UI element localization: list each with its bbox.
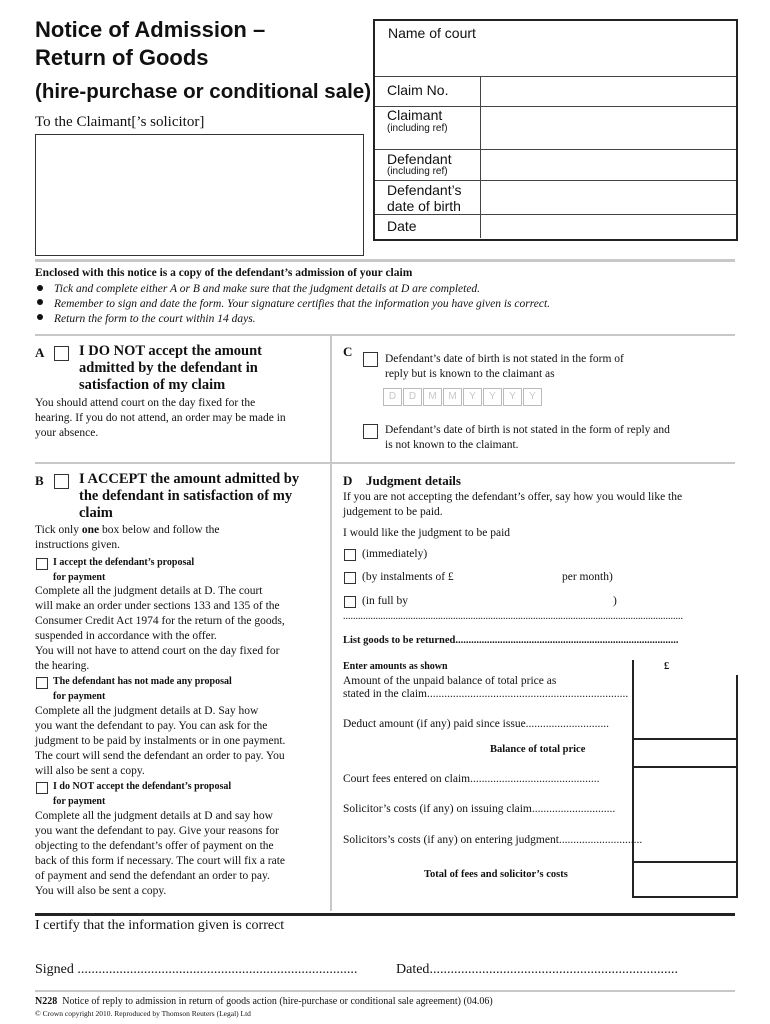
defendant-field[interactable]: [482, 151, 734, 179]
defendant-dob-label-1: Defendant’s: [387, 182, 462, 198]
sol-issuing-label: Solicitor’s costs (if any) on issuing claim.............................: [343, 803, 616, 815]
body-line: the hearing.: [35, 660, 90, 672]
instalment-amount-field[interactable]: [464, 569, 559, 585]
pay-in-full-date-field[interactable]: [412, 593, 610, 609]
pay-in-full-label: (in full by: [362, 595, 408, 607]
title-line-3: (hire-purchase or conditional sale): [35, 80, 372, 103]
pound-sign: £: [664, 661, 670, 672]
unpaid-balance-label-2: stated in the claim......................................................................: [343, 688, 629, 700]
dob-cell[interactable]: Y: [483, 388, 502, 406]
certify-statement: I certify that the information given is correct: [35, 918, 285, 933]
body-line: You will also be sent a copy.: [35, 885, 167, 897]
title-line-2: Return of Goods: [35, 45, 209, 70]
no-proposal-checkbox[interactable]: [36, 677, 48, 689]
enclosed-notice: Enclosed with this notice is a copy of the defendant’s admission of your claim: [35, 267, 413, 279]
date-label: Date: [387, 218, 417, 234]
body-line: you want the defendant to pay. Give your reasons for: [35, 825, 279, 837]
body-line: Complete all the judgment details at D and say how: [35, 810, 273, 822]
dob-known-label-2: reply but is known to the claimant as: [385, 368, 555, 380]
claim-no-label: Claim No.: [387, 82, 449, 98]
section-b-letter: B: [35, 473, 44, 488]
dob-cell[interactable]: D: [383, 388, 402, 406]
section-b-heading-1: I ACCEPT the amount admitted by: [79, 471, 300, 487]
body-line: Complete all the judgment details at D. The court: [35, 585, 263, 597]
instruction-2: Remember to sign and date the form. Your signature certifies that the information you have given is correct.: [54, 298, 551, 310]
reject-proposal-label-2: for payment: [53, 796, 106, 807]
reject-proposal-label-1: I do NOT accept the defendant’s proposal: [53, 781, 232, 792]
claim-no-field[interactable]: [482, 78, 734, 105]
body-line: The court will send the defendant an order to pay. You: [35, 750, 285, 762]
section-a-body-1: You should attend court on the day fixed for the: [35, 397, 256, 409]
pay-immediately-checkbox[interactable]: [344, 549, 356, 561]
bullet-icon: [37, 314, 43, 320]
would-like-label: I would like the judgment to be paid: [343, 527, 511, 539]
body-line: Consumer Credit Act 1974 for the return of the goods,: [35, 615, 285, 627]
defendant-dob-field[interactable]: [482, 182, 734, 213]
separator: [35, 259, 735, 262]
deduct-paid-label: Deduct amount (if any) paid since issue.............................: [343, 718, 610, 730]
claimant-label: Claimant: [387, 107, 443, 123]
dob-cell[interactable]: Y: [503, 388, 522, 406]
body-line: will also be sent a copy.: [35, 765, 145, 777]
dob-unknown-label-1: Defendant’s date of birth is not stated in the form of reply and: [385, 424, 670, 436]
section-d-letter: D: [343, 473, 353, 488]
amounts-column: [632, 675, 738, 898]
defendant-sublabel: (including ref): [387, 166, 448, 177]
dob-known-label-1: Defendant’s date of birth is not stated in the form of: [385, 353, 624, 365]
date-field[interactable]: [482, 216, 734, 237]
list-goods-line[interactable]: List goods to be returned.....................................................................................: [343, 635, 679, 646]
instruction-3: Return the form to the court within 14 days.: [54, 313, 256, 325]
tick-one-instruction: Tick only one box below and follow the: [35, 524, 220, 536]
section-b-heading-2: the defendant in satisfaction of my: [79, 488, 293, 504]
section-b-heading-3: claim: [79, 505, 113, 521]
body-line: will make an order under sections 133 and 135 of the: [35, 600, 280, 612]
dob-cell[interactable]: M: [443, 388, 462, 406]
no-proposal-body: [35, 704, 285, 779]
body-line: judgment to be paid by instalments or in one payment.: [35, 735, 286, 747]
accept-proposal-checkbox[interactable]: [36, 558, 48, 570]
signed-line[interactable]: Signed ................................................................................: [35, 962, 358, 977]
total-fees-label: Total of fees and solicitor’s costs: [424, 869, 568, 880]
body-line: back of this form if necessary. The court will fix a rate: [35, 855, 286, 867]
name-of-court-field[interactable]: [482, 21, 734, 75]
bullet-icon: [37, 285, 43, 291]
bullet-icon: [37, 299, 43, 305]
claimant-sublabel: (including ref): [387, 123, 448, 134]
body-line: Complete all the judgment details at D. Say how: [35, 705, 259, 717]
form-reference: N228 Notice of reply to admission in return of goods action (hire-purchase or conditional sale agreement) (04.06): [35, 996, 493, 1007]
accept-proposal-label-1: I accept the defendant’s proposal: [53, 557, 195, 568]
court-fees-label: Court fees entered on claim.............................................: [343, 773, 600, 785]
dotted-divider: ........................................................................................................................................: [343, 611, 683, 622]
section-a-letter: A: [35, 345, 45, 360]
section-c-letter: C: [343, 344, 353, 359]
pay-instalments-checkbox[interactable]: [344, 572, 356, 584]
accept-proposal-body: [35, 584, 285, 674]
reject-proposal-checkbox[interactable]: [36, 782, 48, 794]
section-d-title: Judgment details: [366, 473, 461, 488]
pay-in-full-checkbox[interactable]: [344, 596, 356, 608]
balance-total-label: Balance of total price: [490, 744, 586, 755]
section-d-intro-2: judgement to be paid.: [343, 506, 443, 518]
section-a-heading-2: admitted by the defendant in: [79, 360, 258, 376]
section-a-checkbox[interactable]: [54, 346, 69, 361]
accept-proposal-label-2: for payment: [53, 572, 106, 583]
enter-amounts-label: Enter amounts as shown: [343, 661, 448, 672]
copyright-notice: © Crown copyright 2010. Reproduced by Thomson Reuters (Legal) Ltd: [35, 1009, 251, 1018]
dob-cell[interactable]: D: [403, 388, 422, 406]
per-month-label: per month): [562, 571, 613, 583]
body-line: you want the defendant to pay. You can ask for the: [35, 720, 268, 732]
section-a-body-2: hearing. If you do not attend, an order may be made in: [35, 412, 286, 424]
to-claimant-label: To the Claimant[’s solicitor]: [35, 114, 205, 130]
section-d-intro-1: If you are not accepting the defendant’s offer, say how you would like the: [343, 491, 683, 503]
section-a-body-3: your absence.: [35, 427, 99, 439]
claimant-field[interactable]: [482, 108, 734, 148]
no-proposal-label-1: The defendant has not made any proposal: [53, 676, 232, 687]
instruction-1: Tick and complete either A or B and make sure that the judgment details at D are completed.: [54, 283, 481, 295]
defendant-dob-label-2: date of birth: [387, 198, 461, 214]
dob-cell[interactable]: Y: [463, 388, 482, 406]
defendant-label: Defendant: [387, 151, 452, 167]
section-a-heading-3: satisfaction of my claim: [79, 377, 226, 393]
section-b-checkbox[interactable]: [54, 474, 69, 489]
tick-one-instruction-2: instructions given.: [35, 539, 120, 551]
court-details-box: [373, 19, 738, 241]
pay-in-full-close: ): [613, 595, 617, 607]
dob-cell[interactable]: M: [423, 388, 442, 406]
body-line: objecting to the defendant’s offer of payment on the: [35, 840, 274, 852]
sol-entering-label: Solicitors’s costs (if any) on entering judgment.............................: [343, 834, 643, 846]
unpaid-balance-label-1: Amount of the unpaid balance of total price as: [343, 675, 557, 687]
reject-proposal-body: [35, 809, 285, 899]
body-line: suspended in accordance with the offer.: [35, 630, 217, 642]
pay-immediately-label: (immediately): [362, 548, 428, 560]
body-line: You will not have to attend court on the day fixed for: [35, 645, 280, 657]
no-proposal-label-2: for payment: [53, 691, 106, 702]
name-of-court-label: Name of court: [388, 25, 476, 41]
body-line: of payment and send the defendant an order to pay.: [35, 870, 270, 882]
dated-line[interactable]: Dated.......................................................................: [396, 962, 678, 977]
claimant-address-box[interactable]: [35, 134, 364, 256]
pay-instalments-label: (by instalments of £: [362, 571, 454, 583]
dob-known-checkbox[interactable]: [363, 352, 378, 367]
title-line-1: Notice of Admission –: [35, 17, 266, 42]
dob-unknown-label-2: is not known to the claimant.: [385, 439, 519, 451]
dob-unknown-checkbox[interactable]: [363, 424, 378, 439]
section-a-heading-1: I DO NOT accept the amount: [79, 343, 262, 359]
dob-cell[interactable]: Y: [523, 388, 542, 406]
